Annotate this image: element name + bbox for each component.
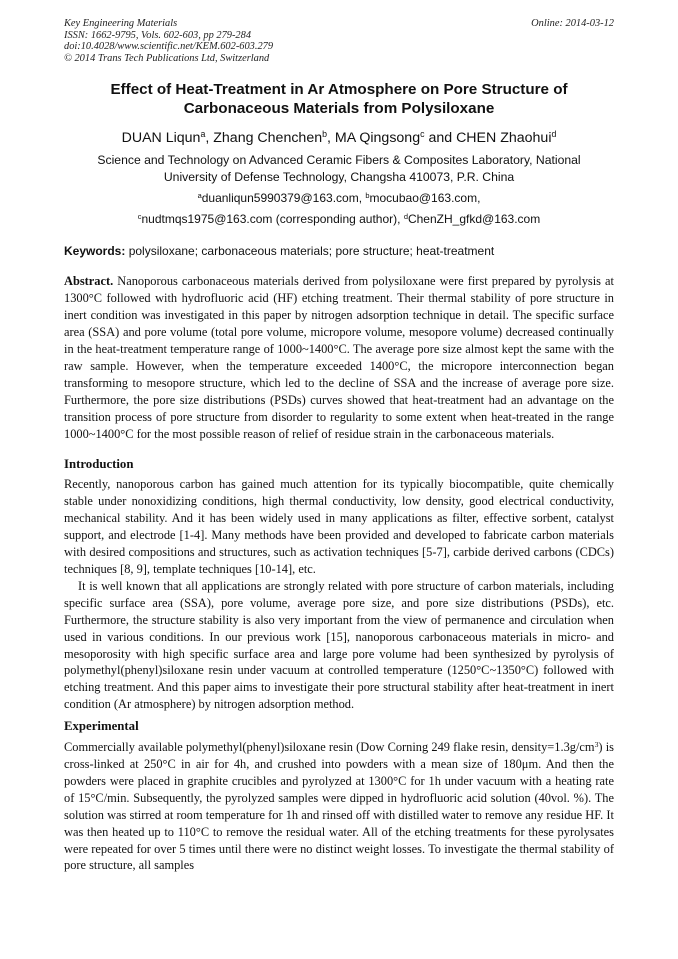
author-sup: d bbox=[551, 129, 557, 140]
introduction-paragraph-1: Recently, nanoporous carbon has gained much attention for its typically biocompatible, quite chemically stable under nonoxidizing conditions, high thermal conductivity, low density, good electrical conductivity, mechanical stability. And it has been widely used in many applications as filter, effective sorbent, catalyst support, and electrode [1-4]. Many methods have been provided and developed to fabricate carbon materials with desired compositions and structures, such as activation techniques [5-7], carbide derived carbons (CDCs) techniques [8, 9], template techniques [10-14], etc. bbox=[64, 477, 614, 576]
copyright-line: © 2014 Trans Tech Publications Ltd, Switzerland bbox=[64, 52, 270, 64]
author-name: Zhang Chenchen bbox=[213, 130, 323, 147]
title-line-1: Effect of Heat-Treatment in Ar Atmosphere on Pore Structure of bbox=[110, 81, 568, 99]
experimental-paragraph bbox=[64, 739, 614, 874]
online-date: Online: 2014-03-12 bbox=[531, 18, 614, 29]
author-sep: , bbox=[205, 130, 214, 147]
email-block bbox=[64, 188, 614, 230]
author-name: DUAN Liqun bbox=[121, 130, 201, 147]
author-name: CHEN Zhaohui bbox=[456, 130, 552, 147]
journal-header bbox=[64, 18, 614, 64]
experimental-text-start: Commercially available polymethyl(phenyl)siloxane resin (Dow Corning 249 flake resin, density=1.3g/cm bbox=[64, 740, 595, 755]
email-sup: a bbox=[197, 191, 202, 201]
paper-title bbox=[64, 80, 614, 118]
email-address: duanliqun5990379@163.com, bbox=[201, 191, 366, 206]
email-address: ChenZH_gfkd@163.com bbox=[407, 212, 541, 227]
email-address: nudtmqs1975@163.com (corresponding author), bbox=[141, 212, 404, 227]
journal-name: Key Engineering Materials bbox=[64, 18, 178, 29]
keywords-text: polysiloxane; carbonaceous materials; pore structure; heat-treatment bbox=[125, 244, 495, 259]
email-sup: d bbox=[403, 212, 408, 222]
abstract-text: Nanoporous carbonaceous materials derived from polysiloxane were first prepared by pyrolysis at 1300°C followed with hydrofluoric acid (HF) etching treatment. Their thermal stability of pore structure in inert condition was investigated in this paper by nitrogen adsorption technique in detail. The specific surface area (SSA) and pore volume (total pore volume, micropore volume, mesopore volume) decreased continually in the heat-treatment temperature range of 1000~1400°C. The average pore size almost kept the same with the raw sample. However, when the temperature exceeded 1400°C, the micropore interconnection began transforming to mesopore structure, which led to the decline of SSA and the increase of average pore size. Furthermore, the pore size distributions (PSDs) curves showed that heat-treatment had an advantage on the transition process of pore structure from disorder to regularity to some extent when heat-treated in the range 1000~1400°C for the most possible reason of relief of residue strain in the carbonaceous materials. bbox=[64, 274, 614, 441]
author-sup: c bbox=[420, 129, 425, 140]
author-sup: b bbox=[322, 129, 328, 140]
affiliation bbox=[64, 152, 614, 186]
author-sep: and bbox=[424, 130, 457, 147]
email-line-1 bbox=[64, 188, 614, 209]
author-list bbox=[64, 129, 614, 147]
keywords bbox=[64, 243, 614, 259]
author-sup: a bbox=[200, 129, 206, 140]
abstract bbox=[64, 273, 614, 442]
author-sep: , bbox=[327, 130, 335, 147]
author-name: MA Qingsong bbox=[334, 130, 421, 147]
introduction-paragraph-2: It is well known that all applications are strongly related with pore structure of carbon materials, including specific surface area (SSA), pore volume, average pore size, and pore size distributions (PSDs), etc. Furthermore, the structure stability is also very important from the view of permanence and circulation when used in various conditions. In our previous work [15], nanoporous carbonaceous materials in micro- and mesoporosity with high specific surface area and large pore volume had been synthesized by pyrolysis of polymethyl(phenyl)siloxane resin under vacuum at controlled temperature (1250°C~1350°C) followed with etching treatment. And this paper aims to investigate their pore structural stability after heat-treatment in inert condition (Ar atmosphere) by nitrogen adsorption method. bbox=[64, 578, 614, 712]
title-line-2: Carbonaceous Materials from Polysiloxane bbox=[183, 100, 495, 118]
keywords-label: Keywords: bbox=[64, 244, 126, 259]
cubic-superscript: 3 bbox=[594, 739, 599, 749]
email-address: mocubao@163.com, bbox=[369, 191, 481, 206]
affiliation-line-1: Science and Technology on Advanced Ceramic Fibers & Composites Laboratory, National bbox=[97, 153, 581, 168]
affiliation-line-2: University of Defense Technology, Changsha 410073, P.R. China bbox=[163, 170, 515, 185]
doi-line: doi:10.4028/www.scientific.net/KEM.602-603.279 bbox=[64, 41, 274, 53]
email-line-2 bbox=[64, 209, 614, 230]
abstract-label: Abstract. bbox=[64, 274, 114, 289]
issn-line: ISSN: 1662-9795, Vols. 602-603, pp 279-284 bbox=[64, 29, 252, 41]
introduction-heading: Introduction bbox=[64, 457, 134, 472]
experimental-text-rest: ) is cross-linked at 250°C in air for 4h, and crushed into powders with a mean size of 180μm. And then the powders were placed in graphite crucibles and pyrolyzed at 1300°C for 1h under vacuum with a heating rate of 15°C/min. Subsequently, the pyrolyzed samples were dipped in hydrofluoric acid solution (40vol. %). The solution was stirred at room temperature for 1h and rinsed off with distilled water to remove any residue HF. It was then heated up to 110°C to remove the residual water. All of the etching treatments for these pyrolysates were repeated for over 5 times until there were no distinct weight losses. To investigate the thermal stability of pore structure, all samples bbox=[64, 740, 614, 873]
email-sup: b bbox=[365, 191, 370, 201]
experimental-heading: Experimental bbox=[64, 719, 139, 734]
email-sup: c bbox=[137, 212, 142, 222]
